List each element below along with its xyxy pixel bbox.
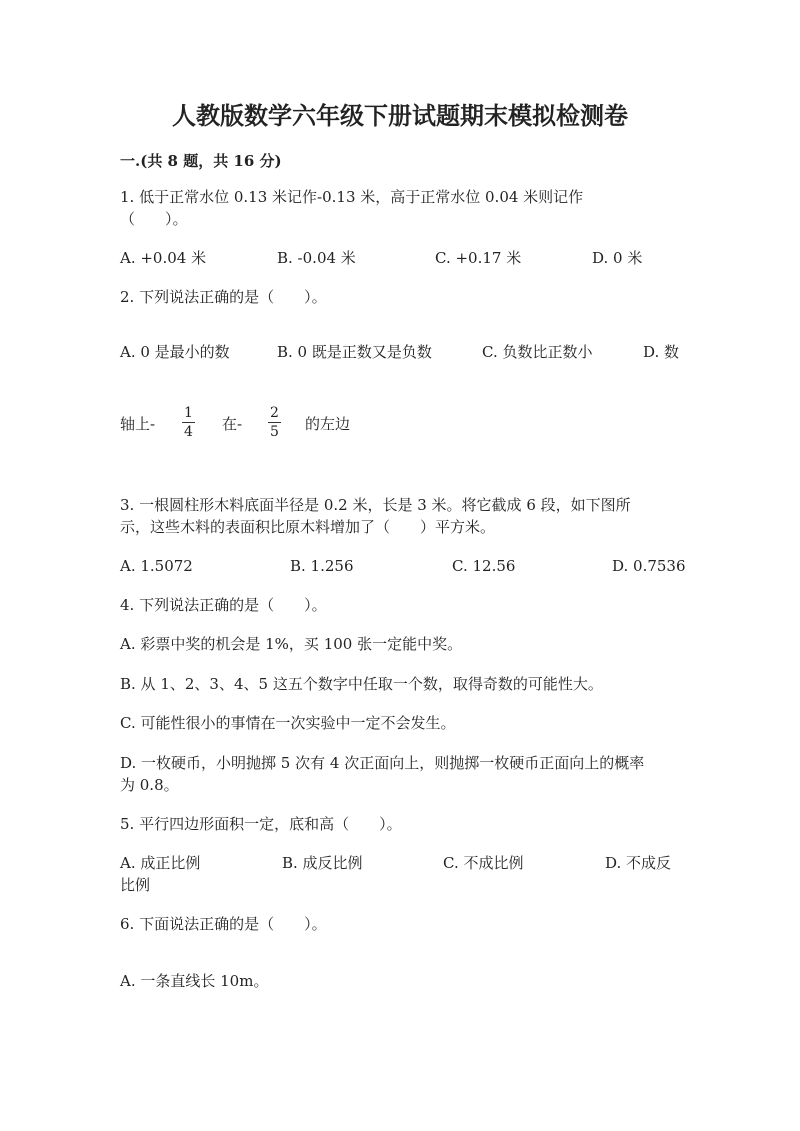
fraction-denominator: 5 <box>270 424 279 440</box>
q4-option-c: C. 可能性很小的事情在一次实验中一定不会发生。 <box>120 714 456 732</box>
q6-option-a: A. 一条直线长 10m。 <box>120 972 269 990</box>
q4-option-b: B. 从 1、2、3、4、5 这五个数字中任取一个数，取得奇数的可能性大。 <box>120 675 603 693</box>
q3-option-d: D. 0.7536 <box>612 557 686 575</box>
q5-option-c: C. 不成比例 <box>443 854 524 872</box>
q5-option-a: A. 成正比例 <box>120 854 201 872</box>
q5-option-b: B. 成反比例 <box>282 854 363 872</box>
q1-option-c: C. +0.17 米 <box>435 249 522 267</box>
q2-option-b: B. 0 既是正数又是负数 <box>277 343 432 361</box>
fraction-numerator: 2 <box>270 405 279 421</box>
q4-option-d-line2: 为 0.8。 <box>120 776 179 794</box>
q2-option-d-suffix: 的左边 <box>305 415 351 433</box>
q2-option-a: A. 0 是最小的数 <box>120 343 230 361</box>
q2-option-d-continuation: 轴上- <box>120 415 156 433</box>
q3-option-c: C. 12.56 <box>452 557 516 575</box>
fraction-denominator: 4 <box>184 424 193 440</box>
section-heading: 一.(共 8 题，共 16 分) <box>120 152 282 170</box>
q2-option-d: D. 数 <box>643 343 680 361</box>
fraction-numerator: 1 <box>184 405 193 421</box>
q3-stem-line2: 示，这些木料的表面积比原木料增加了（ ）平方米。 <box>120 518 496 536</box>
q2-option-c: C. 负数比正数小 <box>482 343 593 361</box>
q2-fraction-one-quarter <box>182 404 195 441</box>
q1-option-a: A. +0.04 米 <box>120 249 207 267</box>
q3-stem-line1: 3. 一根圆柱形木料底面半径是 0.2 米，长是 3 米。将它截成 6 段，如下图所 <box>120 496 631 514</box>
q3-option-a: A. 1.5072 <box>120 557 193 575</box>
q4-stem: 4. 下列说法正确的是（ ）。 <box>120 596 327 614</box>
q1-option-d: D. 0 米 <box>592 249 643 267</box>
q2-stem: 2. 下列说法正确的是（ ）。 <box>120 288 327 306</box>
q5-option-d: D. 不成反 <box>605 854 672 872</box>
q2-fraction-two-fifths <box>268 404 281 441</box>
q5-stem: 5. 平行四边形面积一定，底和高（ ）。 <box>120 815 402 833</box>
q1-stem-line1: 1. 低于正常水位 0.13 米记作-0.13 米，高于正常水位 0.04 米则记作 <box>120 188 584 206</box>
q1-option-b: B. -0.04 米 <box>277 249 356 267</box>
q4-option-d-line1: D. 一枚硬币，小明抛掷 5 次有 4 次正面向上，则抛掷一枚硬币正面向上的概率 <box>120 754 645 772</box>
page-title: 人教版数学六年级下册试题期末模拟检测卷 <box>172 101 628 130</box>
q4-option-a: A. 彩票中奖的机会是 1%，买 100 张一定能中奖。 <box>120 635 463 653</box>
q5-option-d-continuation: 比例 <box>120 876 151 894</box>
q3-option-b: B. 1.256 <box>290 557 354 575</box>
q1-stem-line2: （ ）。 <box>120 210 188 228</box>
q2-option-d-mid: 在- <box>222 415 243 433</box>
q6-stem: 6. 下面说法正确的是（ ）。 <box>120 915 327 933</box>
